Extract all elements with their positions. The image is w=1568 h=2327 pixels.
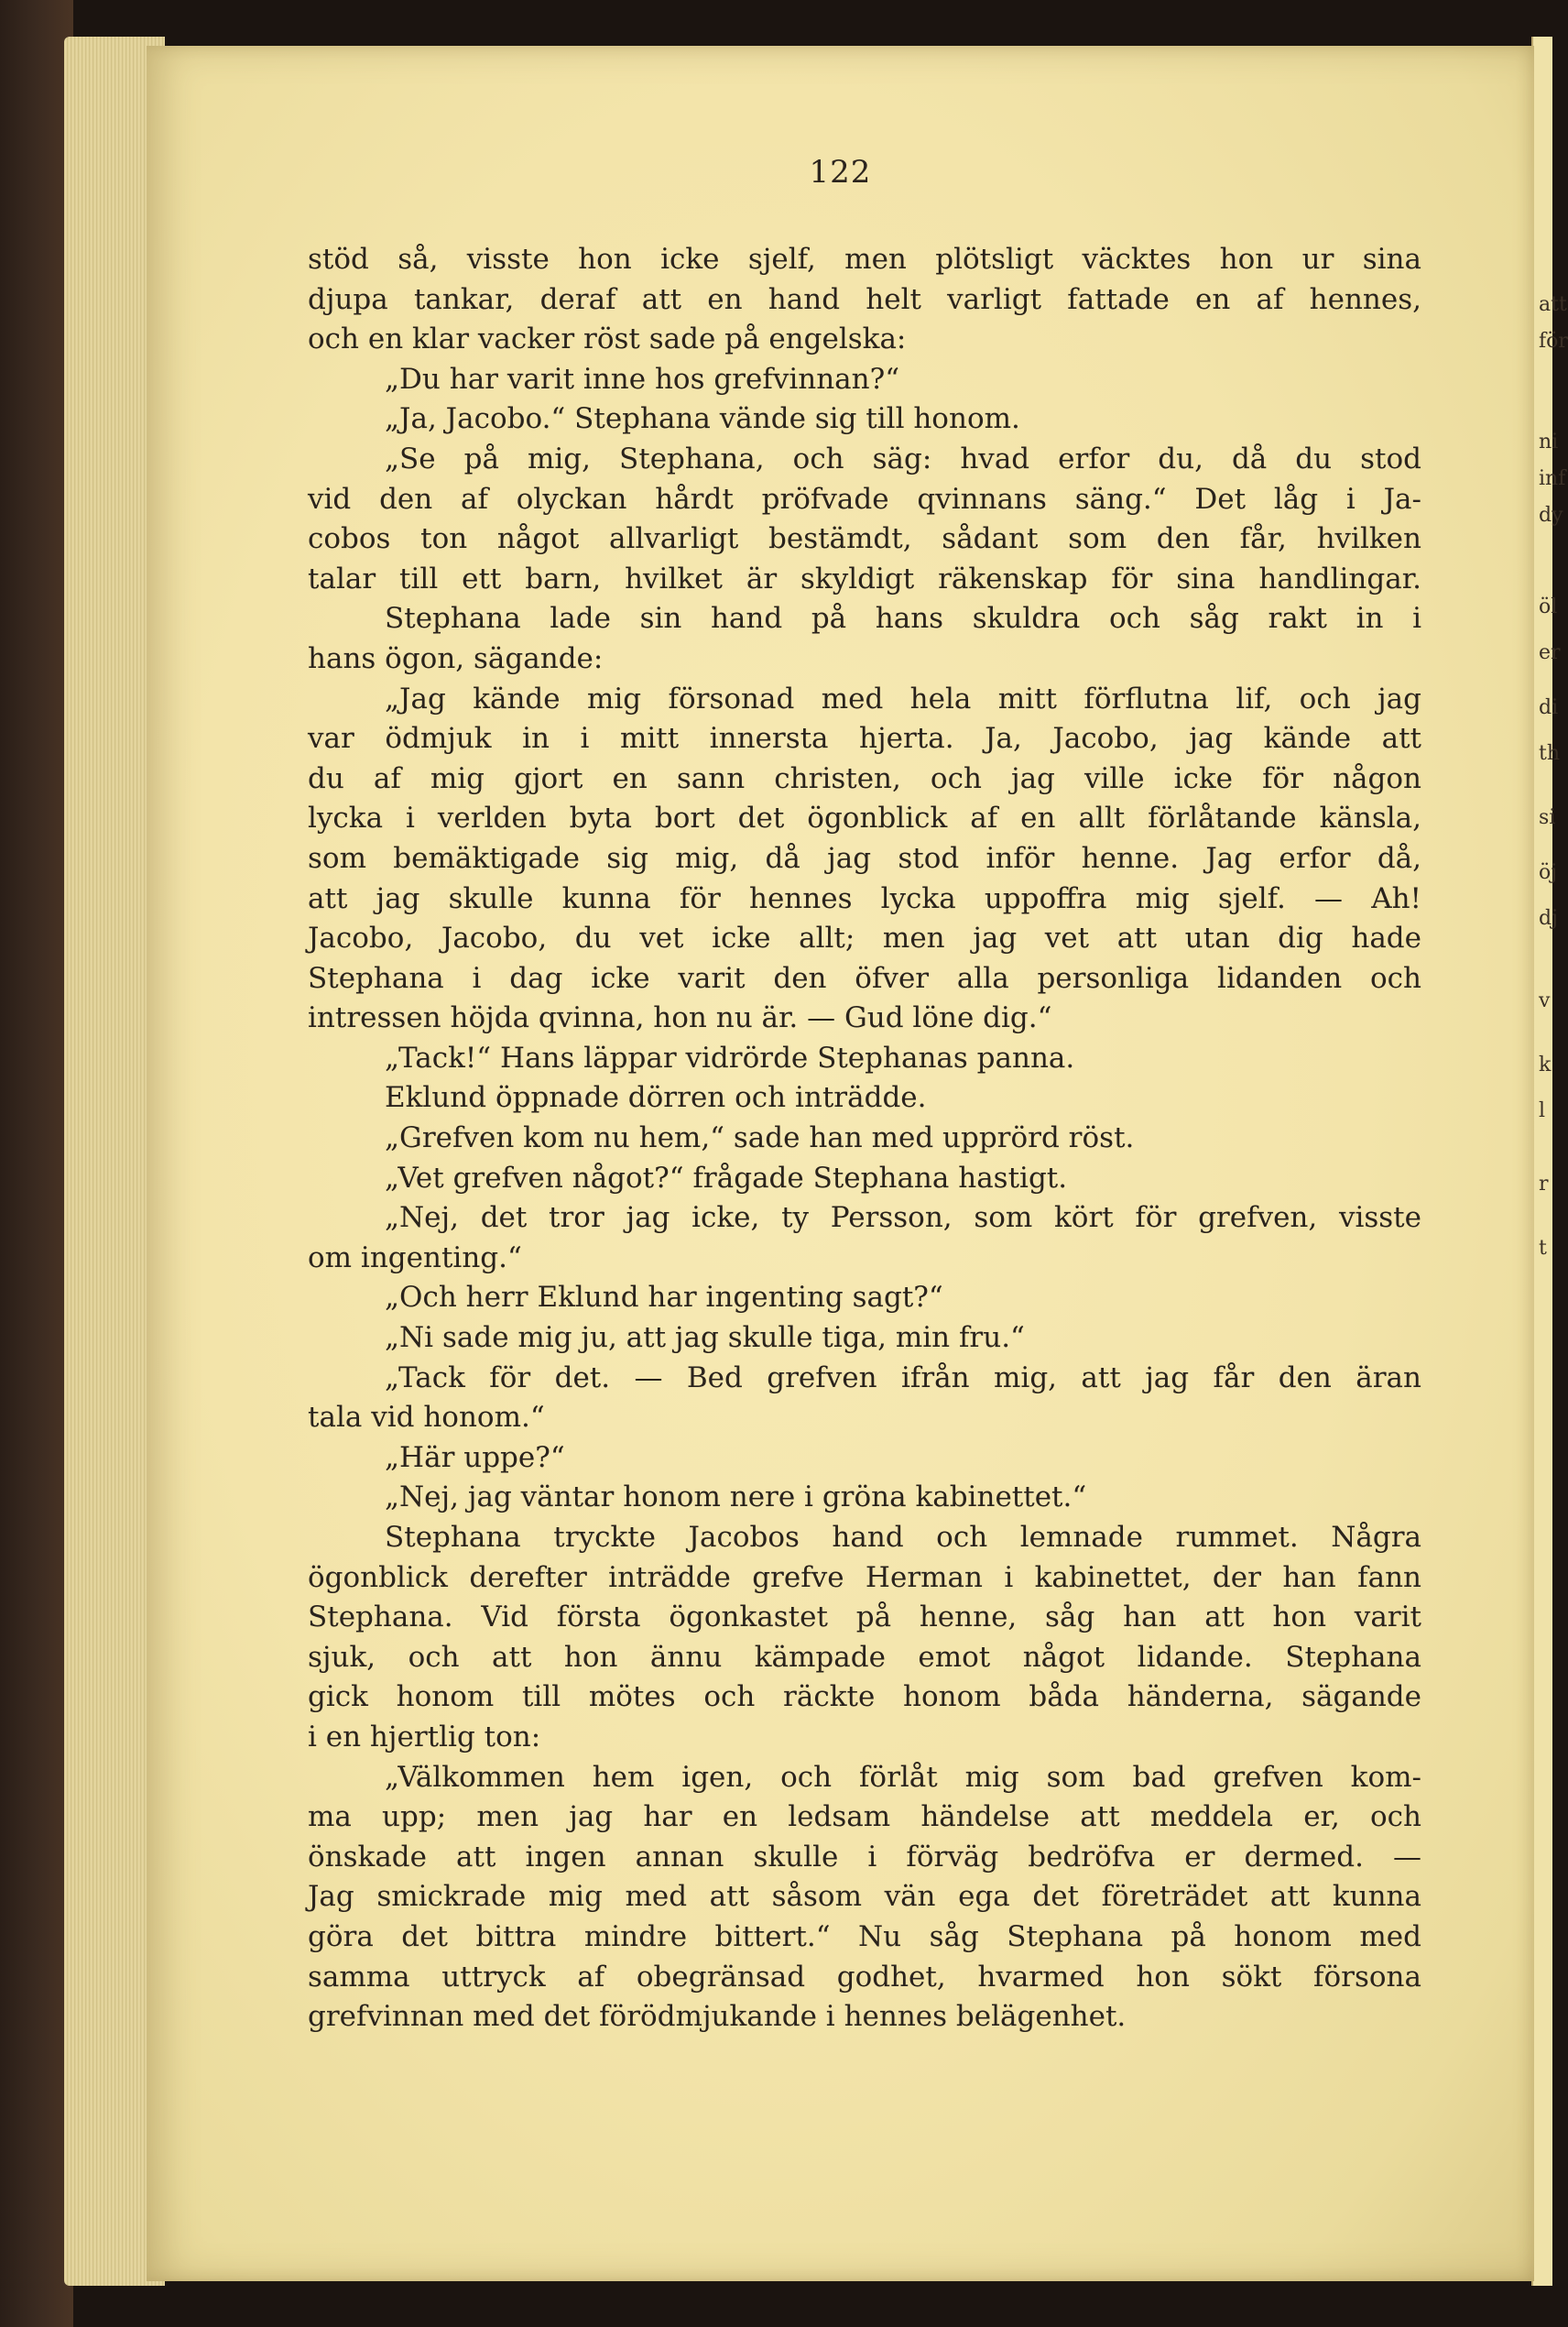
margin-fragment: för xyxy=(1539,330,1568,353)
text-line: vid den af olyckan hårdt pröfvade qvinnans säng.“ Det låg i Ja- xyxy=(308,482,1421,516)
text-line: ma upp; men jag har en ledsam händelse att meddela er, och xyxy=(308,1800,1421,1834)
margin-fragment: t xyxy=(1539,1237,1547,1260)
margin-fragment: att xyxy=(1539,293,1567,316)
text-line: grefvinnan med det förödmjukande i hennes belägenhet. xyxy=(308,2000,1127,2034)
text-line: cobos ton något allvarligt bestämdt, sådant som den får, hvilken xyxy=(308,522,1421,556)
text-line: stöd så, visste hon icke sjelf, men plötsligt väcktes hon ur sina xyxy=(308,243,1421,276)
text-line: „Välkommen hem igen, och förlåt mig som bad grefven kom- xyxy=(385,1760,1421,1794)
margin-fragment: l xyxy=(1539,1099,1546,1122)
text-line: „Jag kände mig försonad med hela mitt förflutna lif, och jag xyxy=(385,682,1421,716)
margin-fragment: th xyxy=(1539,742,1561,765)
text-line: gick honom till mötes och räckte honom båda händerna, sägande xyxy=(308,1680,1421,1714)
text-line: „Vet grefven något?“ frågade Stephana hastigt. xyxy=(385,1161,1068,1195)
text-line: Stephana tryckte Jacobos hand och lemnade rummet. Några xyxy=(385,1521,1421,1554)
page-number: 122 xyxy=(809,154,872,191)
text-line: var ödmjuk in i mitt innersta hjerta. Ja, Jacobo, jag kände att xyxy=(308,722,1421,756)
margin-fragment: ni xyxy=(1539,431,1559,453)
text-line: Eklund öppnade dörren och inträdde. xyxy=(385,1081,927,1115)
text-line: önskade att ingen annan skulle i förväg bedröfva er dermed. — xyxy=(308,1840,1421,1874)
text-line: Stephana. Vid första ögonkastet på henne, såg han att hon varit xyxy=(308,1600,1421,1634)
margin-fragment: inf xyxy=(1539,467,1566,490)
margin-fragment: dy xyxy=(1539,504,1563,527)
margin-fragment: di xyxy=(1539,696,1559,719)
text-line: „Ni sade mig ju, att jag skulle tiga, min fru.“ xyxy=(385,1321,1025,1355)
margin-fragment: öj xyxy=(1539,861,1558,884)
text-line: Stephana i dag icke varit den öfver alla personliga lidanden och xyxy=(308,961,1421,995)
text-line: intressen höjda qvinna, hon nu är. — Gud löne dig.“ xyxy=(308,1001,1052,1035)
next-page-edge xyxy=(1531,37,1552,2286)
text-line: samma uttryck af obegränsad godhet, hvarmed hon sökt försona xyxy=(308,1960,1421,1994)
text-line: ögonblick derefter inträdde grefve Herman i kabinettet, der han fann xyxy=(308,1560,1421,1594)
body-text xyxy=(308,240,1421,2037)
text-line: „Tack för det. — Bed grefven ifrån mig, att jag får den äran xyxy=(385,1360,1421,1394)
margin-fragment: v xyxy=(1539,989,1551,1012)
text-line: du af mig gjort en sann christen, och jag ville icke för någon xyxy=(308,761,1421,795)
text-line: och en klar vacker röst sade på engelska: xyxy=(308,322,907,356)
margin-fragment: öl xyxy=(1539,595,1558,618)
book-spine xyxy=(0,0,73,2327)
text-line: „Du har varit inne hos grefvinnan?“ xyxy=(385,362,900,396)
text-line: i en hjertlig ton: xyxy=(308,1720,541,1753)
text-line: „Grefven kom nu hem,“ sade han med upprörd röst. xyxy=(385,1121,1135,1155)
text-line: „Här uppe?“ xyxy=(385,1440,565,1474)
text-line: djupa tankar, deraf att en hand helt varligt fattade en af hennes, xyxy=(308,282,1421,316)
margin-fragment: er xyxy=(1539,641,1561,664)
text-line: „Nej, jag väntar honom nere i gröna kabinettet.“ xyxy=(385,1480,1087,1514)
text-line: lycka i verlden byta bort det ögonblick af en allt förlåtande känsla, xyxy=(308,802,1421,836)
text-line: sjuk, och att hon ännu kämpade emot något lidande. Stephana xyxy=(308,1640,1421,1674)
text-line: „Tack!“ Hans läppar vidrörde Stephanas panna. xyxy=(385,1041,1075,1075)
text-line: talar till ett barn, hvilket är skyldigt räkenskap för sina handlingar. xyxy=(308,562,1421,595)
text-line: göra det bittra mindre bittert.“ Nu såg Stephana på honom med xyxy=(308,1919,1421,1953)
text-line: hans ögon, sägande: xyxy=(308,641,604,675)
margin-fragment: dj xyxy=(1539,907,1558,930)
text-line: att jag skulle kunna för hennes lycka uppoffra mig sjelf. — Ah! xyxy=(308,881,1421,915)
text-line: Jag smickrade mig med att såsom vän ega det företrädet att kunna xyxy=(308,1880,1421,1914)
text-line: som bemäktigade sig mig, då jag stod inför henne. Jag erfor då, xyxy=(308,841,1421,875)
text-line: „Nej, det tror jag icke, ty Persson, som kört för grefven, visste xyxy=(385,1201,1421,1235)
text-line: „Och herr Eklund har ingenting sagt?“ xyxy=(385,1281,943,1315)
text-line: tala vid honom.“ xyxy=(308,1401,545,1435)
text-line: Stephana lade sin hand på hans skuldra och såg rakt in i xyxy=(385,602,1421,636)
text-line: „Ja, Jacobo.“ Stephana vände sig till honom. xyxy=(385,402,1020,436)
text-line: „Se på mig, Stephana, och säg: hvad erfor du, då du stod xyxy=(385,442,1421,475)
margin-fragment: k xyxy=(1539,1054,1552,1076)
margin-fragment: r xyxy=(1539,1173,1549,1196)
margin-fragment: si xyxy=(1539,806,1556,829)
text-line: Jacobo, Jacobo, du vet icke allt; men jag vet att utan dig hade xyxy=(308,922,1421,956)
text-line: om ingenting.“ xyxy=(308,1240,522,1274)
